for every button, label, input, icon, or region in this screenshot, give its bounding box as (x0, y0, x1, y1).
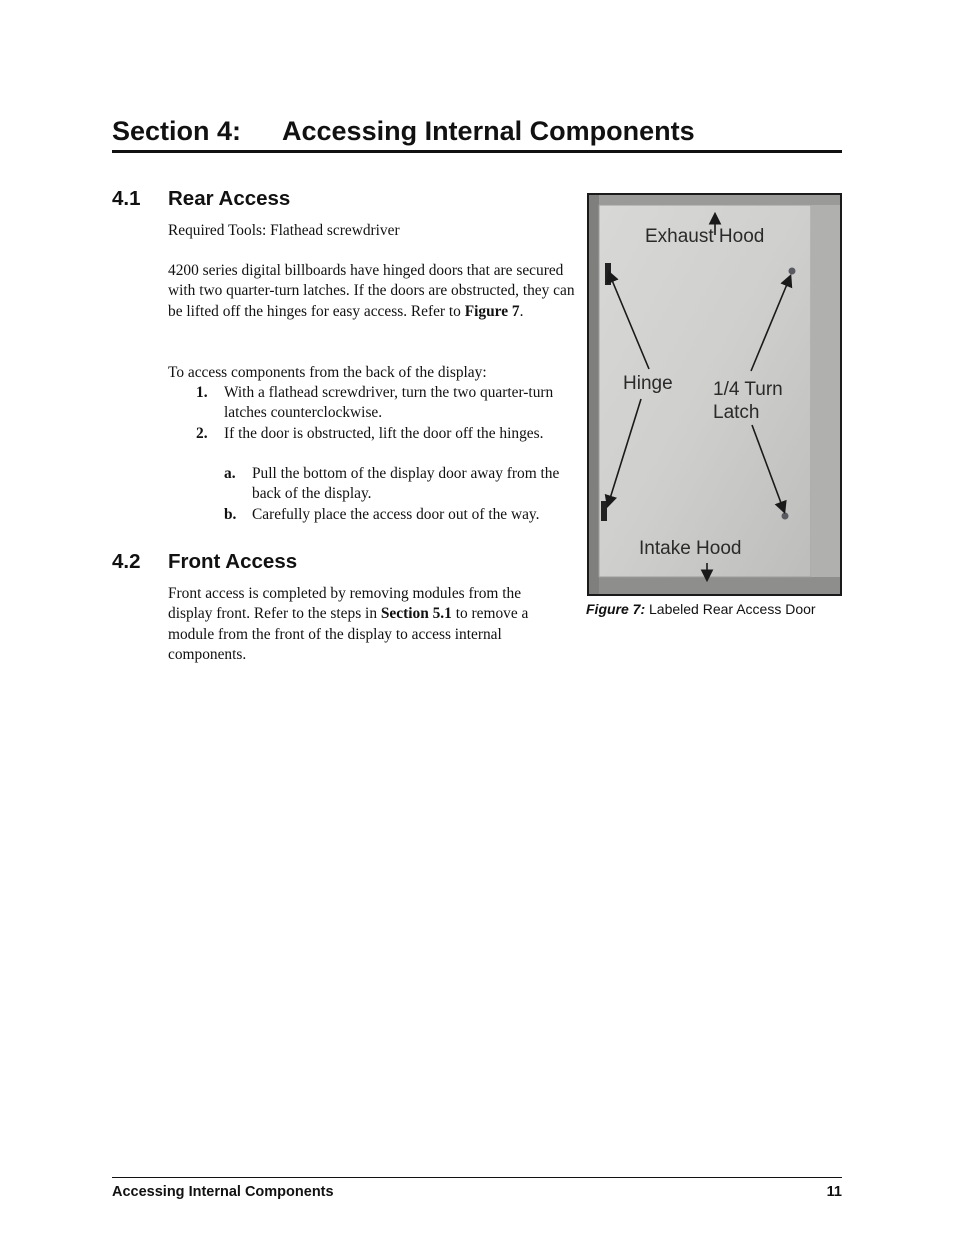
right-frame (811, 205, 840, 577)
step-1 (196, 383, 576, 424)
heading-number: 4.2 (112, 550, 141, 573)
left-frame (589, 195, 599, 594)
figure-reference: Figure 7 (464, 302, 520, 320)
heading-number: 4.1 (112, 187, 141, 210)
rear-access-intro: To access components from the back of the display: (168, 364, 487, 381)
heading-rear-access (112, 186, 572, 212)
substep-text: Carefully place the access door out of the way. (252, 506, 540, 523)
label-intake-hood: Intake Hood (639, 538, 742, 559)
paragraph-text: 4200 series digital billboards have hinged doors that are secured with two quarter-turn latches. If the doors are obstructed, they can be lifted off the hinges for easy access. Refer to (168, 262, 575, 320)
rear-access-paragraph (168, 261, 578, 322)
caption-text: Labeled Rear Access Door (645, 601, 816, 617)
step-text: With a flathead screwdriver, turn the two quarter-turn latches counterclockwise. (224, 384, 554, 422)
latch-bottom-icon (782, 513, 789, 520)
substep-b (224, 505, 582, 525)
bottom-frame (589, 575, 840, 594)
page-number: 11 (826, 1184, 842, 1200)
step-2 (196, 424, 554, 444)
rear-access-door-figure (587, 193, 842, 596)
step-text: If the door is obstructed, lift the door off the hinges. (224, 425, 544, 442)
label-hinge: Hinge (623, 373, 673, 394)
substep-marker: b. (224, 506, 237, 523)
paragraph-end: to remove a module from the front of the display to access internal components. (168, 605, 529, 663)
figure-caption (586, 600, 846, 618)
footer-chapter-title: Accessing Internal Components (112, 1184, 334, 1200)
step-marker: 2. (196, 425, 208, 442)
hinge-bottom (601, 501, 607, 521)
title-rule (112, 150, 842, 153)
label-latch-line2: Latch (713, 402, 760, 423)
section-number: Section 4: (112, 116, 242, 146)
label-latch-line1: 1/4 Turn (713, 379, 783, 400)
substep-text: Pull the bottom of the display door away from the back of the display. (252, 465, 560, 503)
footer-rule (112, 1177, 842, 1178)
paragraph-end: . (519, 302, 524, 320)
substep-marker: a. (224, 465, 236, 482)
caption-figure-number: Figure 7: (586, 601, 646, 617)
heading-front-access (112, 549, 572, 575)
section-title (112, 114, 842, 148)
heading-text: Rear Access (168, 187, 291, 210)
latch-top-icon (789, 268, 796, 275)
paragraph-text: Front access is completed by removing modules from the display front. Refer to the steps in (168, 585, 522, 623)
section-reference: Section 5.1 (380, 605, 452, 623)
step-marker: 1. (196, 384, 208, 401)
section-heading: Accessing Internal Components (282, 116, 695, 146)
required-tools: Required Tools: Flathead screwdriver (168, 222, 400, 239)
front-access-paragraph (168, 584, 568, 665)
substep-a (224, 464, 578, 505)
label-exhaust-hood: Exhaust Hood (645, 226, 765, 247)
heading-text: Front Access (168, 550, 298, 573)
